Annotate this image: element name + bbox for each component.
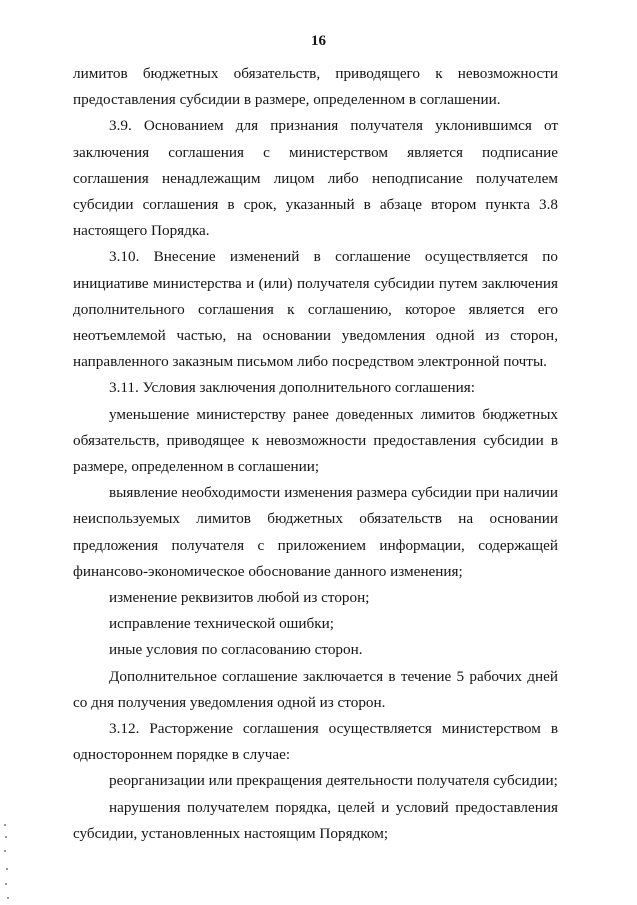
paragraph-3-12-item-1: реорганизации или прекращения деятельности получателя субсидии; [109, 772, 558, 790]
paragraph-3-11-item-2: выявление необходимости изменения размера субсидии при наличии неиспользуемых лимитов бюджетных обязательств на основании предложения получателя с приложением информации, содержащей финансово-экономическое обоснование данного изменения; [73, 484, 558, 580]
scan-edge-marks [2, 820, 12, 905]
paragraph-3-11-item-1: уменьшение министерству ранее доведенных лимитов бюджетных обязательств, приводящее к невозможности предоставления субсидии в размере, определенном в соглашении; [73, 405, 558, 476]
paragraph-3-10: 3.10. Внесение изменений в соглашение осуществляется по инициативе министерства и (или) получателя субсидии путем заключения дополнительного соглашения к соглашению, которое является его неотъемлемой частью, на основании уведомления одной из сторон, направленного заказным письмом либо посредством электронной почты. [73, 248, 558, 371]
document-body [73, 61, 558, 847]
paragraph-continuation: лимитов бюджетных обязательств, приводящего к невозможности предоставления субсидии в размере, определенном в соглашении. [73, 65, 558, 109]
paragraph-3-11-item-3: изменение реквизитов любой из сторон; [109, 589, 370, 607]
paragraph-3-11-term: Дополнительное соглашение заключается в течение 5 рабочих дней со дня получения уведомления одной из сторон. [73, 667, 558, 711]
page-number: 16 [311, 33, 326, 49]
paragraph-3-11: 3.11. Условия заключения дополнительного соглашения: [109, 379, 475, 397]
paragraph-3-11-item-5: иные условия по согласованию сторон. [109, 641, 363, 659]
paragraph-3-9: 3.9. Основанием для признания получателя уклонившимся от заключения соглашения с министерством является подписание соглашения ненадлежащим лицом либо неподписание получателем субсидии соглашения в срок, указанный в абзаце втором пункта 3.8 настоящего Порядка. [73, 117, 558, 240]
paragraph-3-12-item-2: нарушения получателем порядка, целей и условий предоставления субсидии, установленных настоящим Порядком; [73, 798, 558, 842]
paragraph-3-11-item-4: исправление технической ошибки; [109, 615, 334, 633]
paragraph-3-12: 3.12. Расторжение соглашения осуществляется министерством в одностороннем порядке в случае: [73, 720, 558, 764]
